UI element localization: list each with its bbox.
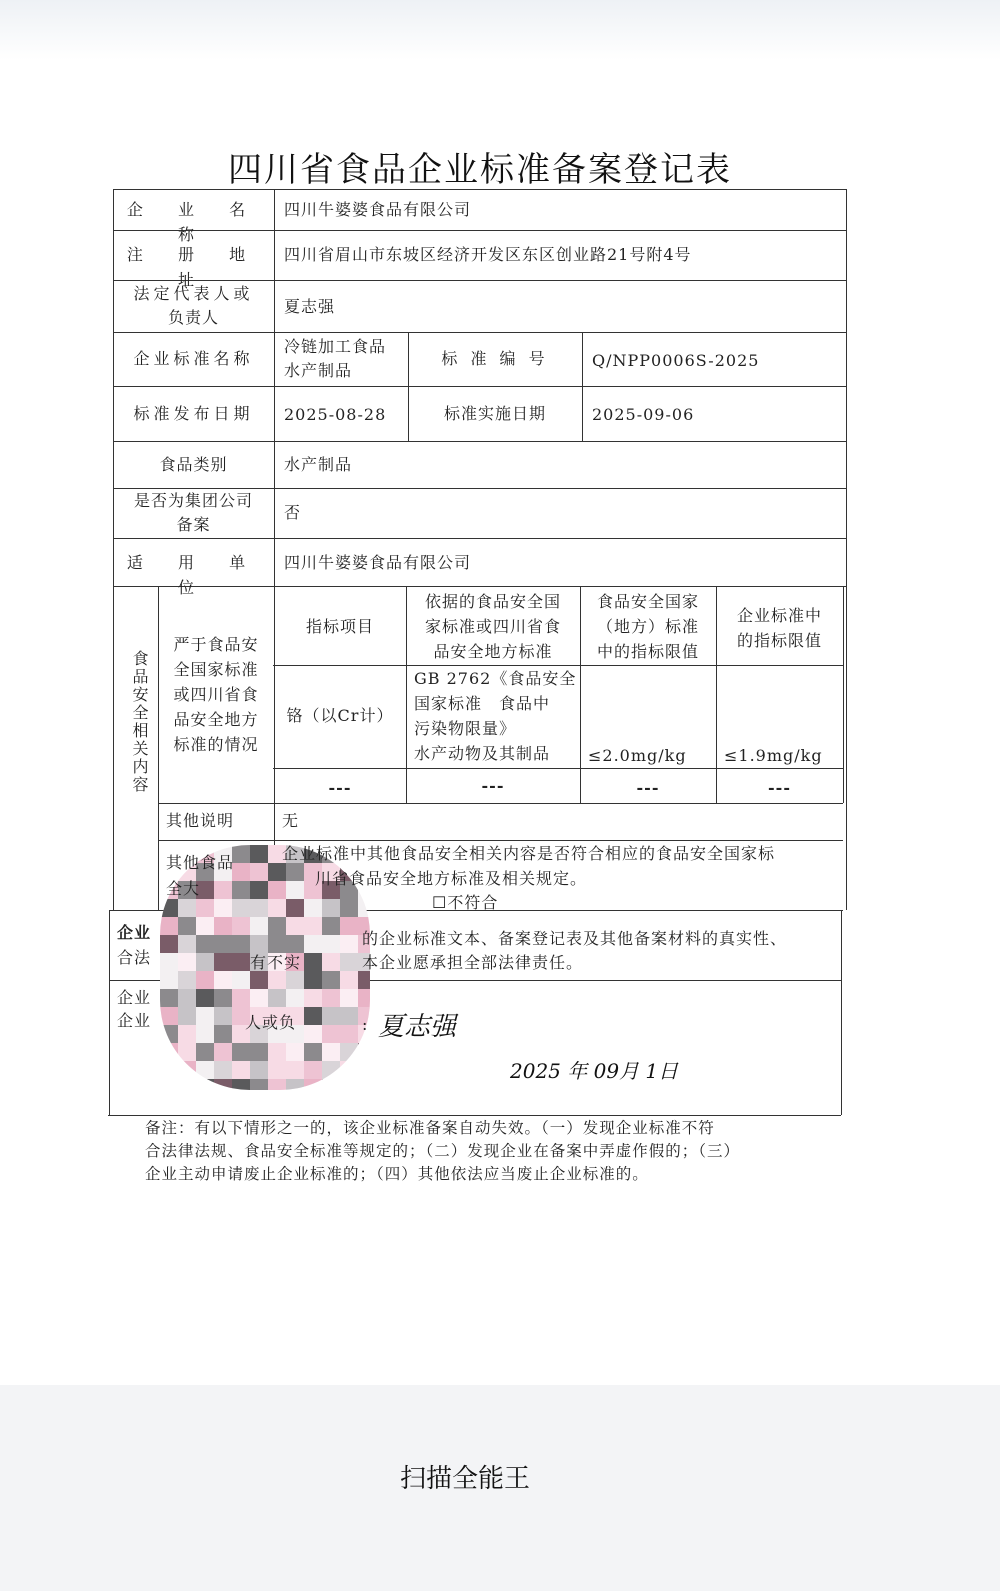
divider <box>113 189 846 190</box>
mosaic-cell <box>322 1079 340 1090</box>
divider <box>113 538 846 539</box>
legal-rep-value: 夏志强 <box>284 297 336 316</box>
mosaic-cell <box>178 1043 196 1061</box>
mosaic-cell <box>340 971 358 989</box>
mosaic-cell <box>178 989 196 1007</box>
mosaic-cell <box>304 989 322 1007</box>
mosaic-cell <box>304 1007 322 1025</box>
header-basis-line: 依据的食品安全国 <box>424 592 561 611</box>
mosaic-cell <box>160 1025 178 1043</box>
footnote <box>145 1117 740 1186</box>
header-line: （地方）标准 <box>596 617 699 636</box>
mosaic-cell <box>196 1007 214 1025</box>
divider <box>113 386 846 387</box>
stricter-label-line: 标准的情况 <box>173 735 259 754</box>
mosaic-cell <box>232 1061 250 1079</box>
header-line: 的指标限值 <box>736 631 822 650</box>
signature-label-2: 企业 <box>117 1011 152 1030</box>
mosaic-cell <box>322 1025 340 1043</box>
mosaic-cell <box>214 1007 232 1025</box>
mosaic-cell <box>214 953 232 971</box>
mosaic-cell <box>304 1079 322 1090</box>
divider <box>841 910 842 1115</box>
empty-cell: --- <box>768 778 791 797</box>
stricter-label <box>160 632 272 757</box>
divider <box>113 332 846 333</box>
mosaic-cell <box>268 881 286 899</box>
mosaic-cell <box>250 1061 268 1079</box>
mosaic-cell <box>322 917 340 935</box>
divider <box>109 910 110 1115</box>
mosaic-cell <box>250 863 268 881</box>
mosaic-cell <box>286 1061 304 1079</box>
mosaic-cell <box>196 917 214 935</box>
header-national-limit <box>580 589 716 664</box>
other-text: 企业标准中其他食品安全相关内容是否符合相应的食品安全国家标 <box>282 844 776 863</box>
mosaic-cell <box>196 1061 214 1079</box>
publish-date-value: 2025-08-28 <box>284 405 387 424</box>
mosaic-cell <box>268 1061 286 1079</box>
watermark-text: 扫描全能王 <box>399 1464 530 1494</box>
mosaic-cell <box>232 1043 250 1061</box>
mosaic-cell <box>286 881 304 899</box>
standard-name-value: 冷链加工食品 <box>284 337 387 356</box>
mosaic-cell <box>232 935 250 953</box>
mosaic-cell <box>160 899 178 917</box>
commitment-text-2: 本企业愿承担全部法律责任。 <box>362 953 584 972</box>
row-enterprise-limit: ≤1.9mg/kg <box>724 746 823 765</box>
mosaic-cell <box>196 935 214 953</box>
other-label-2: 全大 <box>166 879 201 898</box>
mosaic-cell <box>214 917 232 935</box>
mosaic-cell <box>214 935 232 953</box>
mosaic-cell <box>268 1043 286 1061</box>
row-basis-line: 国家标准 食品中 <box>414 694 551 713</box>
header-line: 中的指标限值 <box>596 642 699 661</box>
mosaic-cell <box>250 917 268 935</box>
mosaic-cell <box>340 1025 358 1043</box>
footnote-line: 合法律法规、食品安全标准等规定的；（二）发现企业在备案中弄虚作假的；（三） <box>145 1142 741 1160</box>
legal-rep-label-2: 负责人 <box>167 308 219 327</box>
group-label: 是否为集团公司 <box>133 491 253 510</box>
divider <box>273 768 843 769</box>
divider <box>582 332 583 441</box>
mosaic-cell <box>268 899 286 917</box>
other-label: 其他食品 <box>166 853 235 872</box>
mosaic-cell <box>178 971 196 989</box>
mosaic-cell <box>286 917 304 935</box>
mosaic-cell <box>160 935 178 953</box>
mosaic-cell <box>160 1007 178 1025</box>
mosaic-cell <box>250 989 268 1007</box>
mosaic-cell <box>250 881 268 899</box>
mosaic-cell <box>340 989 358 1007</box>
stricter-label-line: 严于食品安 <box>173 635 259 654</box>
mosaic-cell <box>160 917 178 935</box>
publish-date-label: 标准发布日期 <box>133 404 254 423</box>
mosaic-cell <box>232 971 250 989</box>
mosaic-cell <box>322 935 340 953</box>
address-label: 注 册 地 址 <box>126 245 261 289</box>
standard-code-label: 标 准 编 号 <box>441 349 549 368</box>
header-item: 指标项目 <box>305 617 374 636</box>
mosaic-cell <box>232 917 250 935</box>
mosaic-cell <box>250 1043 268 1061</box>
mosaic-cell <box>322 953 340 971</box>
mosaic-cell <box>304 917 322 935</box>
mosaic-cell <box>358 899 370 917</box>
mosaic-cell <box>196 971 214 989</box>
mosaic-cell <box>340 1061 358 1079</box>
mosaic-cell <box>232 863 250 881</box>
header-enterprise-limit <box>716 603 843 653</box>
scan-top-band <box>0 0 1000 60</box>
mosaic-cell <box>322 899 340 917</box>
mosaic-cell <box>214 1025 232 1043</box>
page-title: 四川省食品企业标准备案登记表 <box>228 150 732 190</box>
header-basis-line: 家标准或四川省食 <box>424 617 561 636</box>
mosaic-cell <box>340 1079 358 1090</box>
mosaic-cell <box>322 1061 340 1079</box>
mosaic-cell <box>178 1025 196 1043</box>
mosaic-cell <box>268 917 286 935</box>
signature-date: 2025 年 09月 1日 <box>510 1059 679 1083</box>
empty-cell: --- <box>481 776 505 795</box>
mosaic-cell <box>214 989 232 1007</box>
header-line: 企业标准中 <box>736 606 822 625</box>
company-name-label: 企 业 名 称 <box>126 200 261 244</box>
mosaic-cell <box>232 1079 250 1090</box>
group-value: 否 <box>284 503 302 522</box>
commitment-fragment: 有不实 <box>250 953 302 972</box>
group-label-2: 备案 <box>176 515 211 534</box>
company-name-value: 四川牛婆婆食品有限公司 <box>284 200 472 219</box>
stricter-label-line: 品安全地方 <box>173 710 259 729</box>
divider <box>113 441 846 442</box>
mosaic-cell <box>196 989 214 1007</box>
header-basis-line: 品安全地方标准 <box>433 642 553 661</box>
commitment-label-2: 合法 <box>117 948 152 967</box>
mosaic-cell <box>214 899 232 917</box>
mosaic-cell <box>214 1061 232 1079</box>
mosaic-cell <box>340 1007 358 1025</box>
mosaic-cell <box>286 1043 304 1061</box>
row-national-limit: ≤2.0mg/kg <box>588 746 687 765</box>
mosaic-cell <box>304 1043 322 1061</box>
divider <box>158 803 843 804</box>
mosaic-cell <box>214 881 232 899</box>
other-text-2: 川省食品安全地方标准及相关规定。 <box>315 869 588 888</box>
other-note-value: 无 <box>282 811 300 830</box>
mosaic-cell <box>196 1079 214 1090</box>
row-basis-line: 污染物限量》 <box>414 719 517 738</box>
signature-label: 企业 <box>117 988 152 1007</box>
divider <box>274 189 275 910</box>
mosaic-cell <box>160 1043 178 1061</box>
mosaic-cell <box>322 971 340 989</box>
mosaic-cell <box>178 917 196 935</box>
mosaic-cell <box>304 971 322 989</box>
mosaic-cell <box>358 1079 370 1090</box>
stricter-label-line: 全国家标准 <box>173 660 259 679</box>
mosaic-cell <box>286 899 304 917</box>
legal-rep-label: 法定代表人或 <box>133 284 254 303</box>
mosaic-cell <box>178 1061 196 1079</box>
empty-cell: --- <box>328 778 352 797</box>
applicable-value: 四川牛婆婆食品有限公司 <box>284 553 472 572</box>
mosaic-cell <box>160 989 178 1007</box>
mosaic-cell <box>250 1079 268 1090</box>
mosaic-cell <box>340 1043 358 1061</box>
category-label: 食品类别 <box>159 455 228 474</box>
mosaic-cell <box>196 1043 214 1061</box>
divider <box>108 1115 841 1116</box>
address-value: 四川省眉山市东坡区经济开发区东区创业路21号附4号 <box>284 245 692 264</box>
header-line: 食品安全国家 <box>596 592 699 611</box>
mosaic-cell <box>340 899 358 917</box>
not-comply-checkbox: ☐不符合 <box>432 893 499 912</box>
signature-fragment: 人或负 <box>245 1013 297 1032</box>
impl-date-label: 标准实施日期 <box>443 404 546 423</box>
mosaic-cell <box>196 899 214 917</box>
mosaic-cell <box>178 1079 196 1090</box>
mosaic-cell <box>304 935 322 953</box>
mosaic-cell <box>232 881 250 899</box>
mosaic-cell <box>322 1043 340 1061</box>
mosaic-cell <box>340 917 358 935</box>
safety-section-label: 食品安全相关内容 <box>130 650 149 794</box>
mosaic-cell <box>268 989 286 1007</box>
stricter-label-line: 或四川省食 <box>173 685 259 704</box>
divider <box>843 586 844 803</box>
mosaic-cell <box>232 989 250 1007</box>
mosaic-cell <box>250 899 268 917</box>
applicable-label: 适 用 单 位 <box>126 553 261 597</box>
commitment-label: 企业 <box>117 923 152 942</box>
mosaic-cell <box>304 899 322 917</box>
empty-cell: --- <box>636 778 660 797</box>
row-basis-line: GB 2762《食品安全 <box>414 669 577 688</box>
row-item: 铬（以Cr计） <box>286 706 394 725</box>
mosaic-cell <box>268 1079 286 1090</box>
mosaic-cell <box>160 1061 178 1079</box>
footnote-line: 企业主动申请废止企业标准的；（四）其他依法应当废止企业标准的。 <box>145 1165 649 1183</box>
row-basis-line: 水产动物及其制品 <box>414 744 551 763</box>
mosaic-cell <box>214 1079 232 1090</box>
mosaic-cell <box>340 953 358 971</box>
standard-name-label: 企业标准名称 <box>133 349 254 368</box>
standard-code-value: Q/NPP0006S-2025 <box>592 351 760 370</box>
divider <box>846 189 847 910</box>
mosaic-cell <box>178 899 196 917</box>
handwritten-signature: 夏志强 <box>378 1012 457 1042</box>
other-note-label: 其他说明 <box>166 811 235 830</box>
mosaic-cell <box>322 989 340 1007</box>
mosaic-cell <box>340 935 358 953</box>
mosaic-cell <box>304 953 322 971</box>
mosaic-cell <box>232 899 250 917</box>
mosaic-cell <box>160 971 178 989</box>
mosaic-cell <box>160 1079 178 1090</box>
mosaic-cell <box>196 1025 214 1043</box>
mosaic-cell <box>160 953 178 971</box>
mosaic-cell <box>214 1043 232 1061</box>
signature-colon: : <box>362 1015 369 1034</box>
row-basis <box>414 666 576 766</box>
mosaic-cell <box>286 989 304 1007</box>
commitment-text: 的企业标准文本、备案登记表及其他备案材料的真实性、 <box>362 929 788 948</box>
mosaic-cell <box>358 1061 370 1079</box>
mosaic-cell <box>232 845 250 863</box>
mosaic-cell <box>250 845 268 863</box>
divider <box>158 586 159 910</box>
mosaic-cell <box>196 953 214 971</box>
mosaic-cell <box>214 971 232 989</box>
standard-name-value-2: 水产制品 <box>284 361 353 380</box>
mosaic-cell <box>304 1025 322 1043</box>
mosaic-cell <box>358 1043 370 1061</box>
category-value: 水产制品 <box>284 455 353 474</box>
header-basis <box>406 589 580 664</box>
mosaic-cell <box>178 935 196 953</box>
mosaic-cell <box>178 953 196 971</box>
mosaic-cell <box>286 1079 304 1090</box>
mosaic-cell <box>178 1007 196 1025</box>
mosaic-cell <box>322 1007 340 1025</box>
mosaic-cell <box>358 989 370 1007</box>
mosaic-cell <box>232 953 250 971</box>
mosaic-cell <box>304 1061 322 1079</box>
footnote-line: 备注：有以下情形之一的，该企业标准备案自动失效。（一）发现企业标准不符 <box>145 1119 715 1137</box>
impl-date-value: 2025-09-06 <box>592 405 695 424</box>
